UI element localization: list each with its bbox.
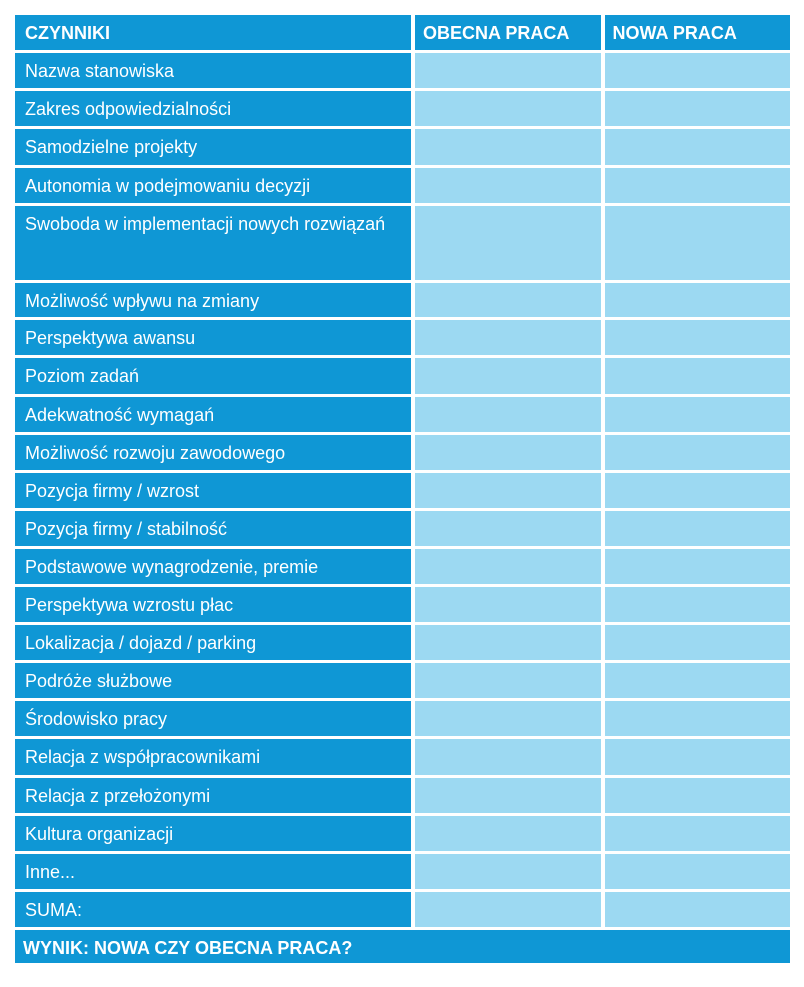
table-row <box>15 739 790 775</box>
factor-label: Relacja z współpracownikami <box>15 739 411 775</box>
new-job-cell[interactable] <box>605 816 791 851</box>
table-row <box>15 778 790 813</box>
current-job-cell[interactable] <box>415 435 601 470</box>
table-row <box>15 53 790 88</box>
table-row <box>15 91 790 126</box>
table-row <box>15 435 790 470</box>
factor-label: Lokalizacja / dojazd / parking <box>15 625 411 660</box>
table-row <box>15 816 790 851</box>
table-row <box>15 663 790 698</box>
current-job-cell[interactable] <box>415 511 601 546</box>
current-job-cell[interactable] <box>415 129 601 165</box>
current-job-cell[interactable] <box>415 358 601 394</box>
table-row <box>15 892 790 927</box>
new-job-cell[interactable] <box>605 663 791 698</box>
table-row <box>15 358 790 394</box>
new-job-cell[interactable] <box>605 53 791 88</box>
new-job-cell[interactable] <box>605 91 791 126</box>
result-row: WYNIK: NOWA CZY OBECNA PRACA? <box>15 930 790 963</box>
current-job-cell[interactable] <box>415 206 601 280</box>
new-job-cell[interactable] <box>605 358 791 394</box>
current-job-cell[interactable] <box>415 473 601 508</box>
factor-label: Samodzielne projekty <box>15 129 411 165</box>
factor-label: Autonomia w podejmowaniu decyzji <box>15 168 411 203</box>
current-job-cell[interactable] <box>415 549 601 584</box>
factor-label: SUMA: <box>15 892 411 927</box>
table-row <box>15 168 790 203</box>
new-job-cell[interactable] <box>605 587 791 622</box>
factor-label: Inne... <box>15 854 411 889</box>
new-job-cell[interactable] <box>605 320 791 355</box>
table-body <box>15 53 790 927</box>
factor-label: Kultura organizacji <box>15 816 411 851</box>
new-job-cell[interactable] <box>605 625 791 660</box>
factor-label: Możliwość rozwoju zawodowego <box>15 435 411 470</box>
current-job-cell[interactable] <box>415 663 601 698</box>
current-job-cell[interactable] <box>415 816 601 851</box>
table-row <box>15 625 790 660</box>
factor-label: Podróże służbowe <box>15 663 411 698</box>
table-row <box>15 283 790 317</box>
table-row <box>15 587 790 622</box>
header-factors: CZYNNIKI <box>15 15 411 50</box>
new-job-cell[interactable] <box>605 511 791 546</box>
table-row <box>15 701 790 736</box>
factor-label: Adekwatność wymagań <box>15 397 411 432</box>
table-row <box>15 129 790 165</box>
factor-label: Poziom zadań <box>15 358 411 394</box>
current-job-cell[interactable] <box>415 778 601 813</box>
new-job-cell[interactable] <box>605 473 791 508</box>
new-job-cell[interactable] <box>605 549 791 584</box>
factor-label: Pozycja firmy / stabilność <box>15 511 411 546</box>
current-job-cell[interactable] <box>415 587 601 622</box>
table-header <box>15 15 790 50</box>
new-job-cell[interactable] <box>605 892 791 927</box>
current-job-cell[interactable] <box>415 397 601 432</box>
table-row <box>15 206 790 280</box>
current-job-cell[interactable] <box>415 739 601 775</box>
table-row <box>15 854 790 889</box>
new-job-cell[interactable] <box>605 739 791 775</box>
current-job-cell[interactable] <box>415 892 601 927</box>
table-row <box>15 549 790 584</box>
current-job-cell[interactable] <box>415 625 601 660</box>
current-job-cell[interactable] <box>415 701 601 736</box>
factor-label: Zakres odpowiedzialności <box>15 91 411 126</box>
table-row <box>15 473 790 508</box>
new-job-cell[interactable] <box>605 129 791 165</box>
factor-label: Możliwość wpływu na zmiany <box>15 283 411 317</box>
header-current-job: OBECNA PRACA <box>415 15 601 50</box>
current-job-cell[interactable] <box>415 91 601 126</box>
new-job-cell[interactable] <box>605 397 791 432</box>
factor-label: Swoboda w implementacji nowych rozwiązań <box>15 206 411 280</box>
new-job-cell[interactable] <box>605 283 791 317</box>
new-job-cell[interactable] <box>605 435 791 470</box>
current-job-cell[interactable] <box>415 283 601 317</box>
table-row <box>15 511 790 546</box>
factor-label: Pozycja firmy / wzrost <box>15 473 411 508</box>
table-row <box>15 320 790 355</box>
new-job-cell[interactable] <box>605 701 791 736</box>
current-job-cell[interactable] <box>415 854 601 889</box>
factor-label: Perspektywa wzrostu płac <box>15 587 411 622</box>
factor-label: Środowisko pracy <box>15 701 411 736</box>
factor-label: Podstawowe wynagrodzenie, premie <box>15 549 411 584</box>
current-job-cell[interactable] <box>415 168 601 203</box>
new-job-cell[interactable] <box>605 168 791 203</box>
factor-label: Perspektywa awansu <box>15 320 411 355</box>
factor-label: Nazwa stanowiska <box>15 53 411 88</box>
new-job-cell[interactable] <box>605 206 791 280</box>
current-job-cell[interactable] <box>415 320 601 355</box>
table-row <box>15 397 790 432</box>
new-job-cell[interactable] <box>605 778 791 813</box>
current-job-cell[interactable] <box>415 53 601 88</box>
comparison-table <box>15 15 790 963</box>
factor-label: Relacja z przełożonymi <box>15 778 411 813</box>
header-new-job: NOWA PRACA <box>605 15 791 50</box>
new-job-cell[interactable] <box>605 854 791 889</box>
